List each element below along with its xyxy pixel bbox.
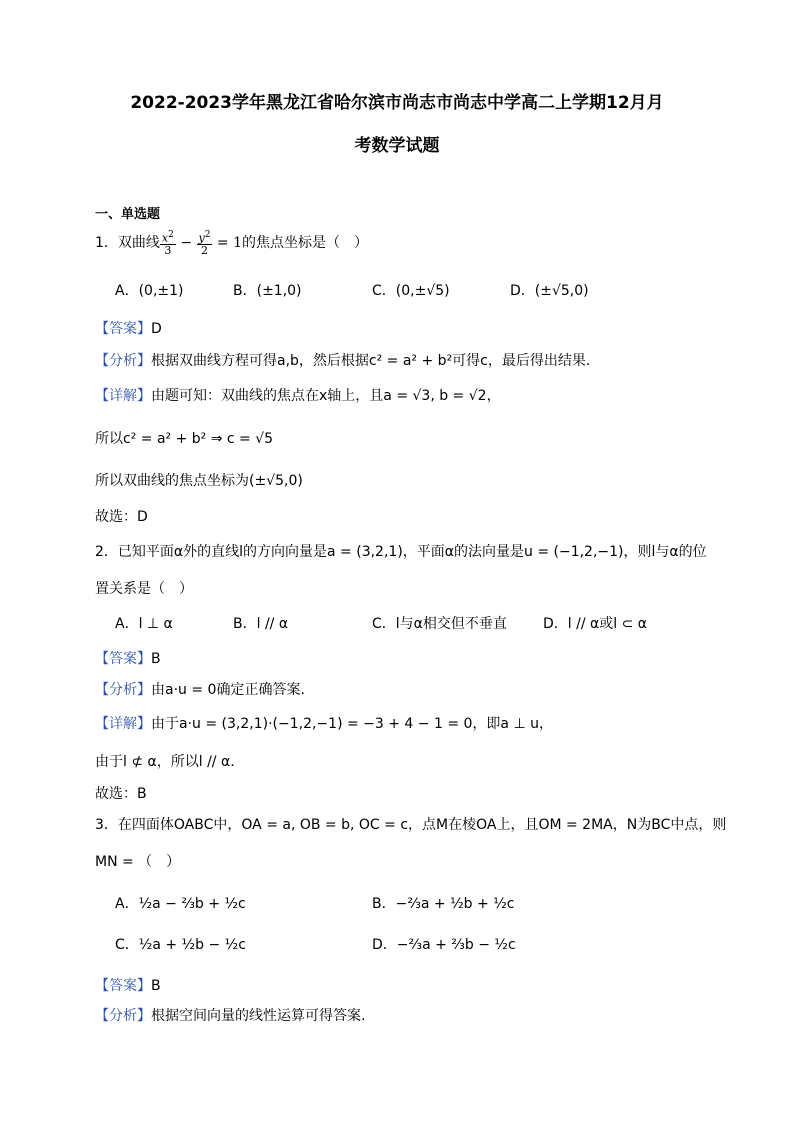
q1-option-c: C．(0,±√5) xyxy=(372,283,450,299)
q1-stem-prefix: 1．双曲线 xyxy=(95,234,160,251)
document-title-line2: 考数学试题 xyxy=(354,136,440,156)
q1-analysis-text: 根据双曲线方程可得a,b，然后根据c² = a² + b²可得c，最后得出结果. xyxy=(151,353,591,369)
q3-option-c: C．½a + ½b − ½c xyxy=(115,937,246,953)
q2-detail-text: 由于a·u = (3,2,1)·(−1,2,−1) = −3 + 4 − 1 = 0，即a ⊥ u， xyxy=(151,716,553,732)
document-title-line1: 2022-2023学年黑龙江省哈尔滨市尚志市尚志中学高二上学期12月月 xyxy=(130,93,664,113)
q1-conclusion: 故选：D xyxy=(95,509,148,525)
q3-stem-line2: MN = （ ） xyxy=(95,854,181,870)
section-heading: 一、单选题 xyxy=(95,207,161,222)
q1-analysis xyxy=(95,350,590,370)
q2-option-a: A．l ⊥ α xyxy=(115,616,173,632)
analysis-tag: 【分析】 xyxy=(95,353,151,369)
q3-analysis-text: 根据空间向量的线性运算可得答案. xyxy=(151,1008,366,1024)
q1-derivation: 所以c² = a² + b² ⇒ c = √5 xyxy=(95,431,274,447)
detail-tag: 【详解】 xyxy=(95,716,151,732)
answer-tag: 【答案】 xyxy=(95,651,151,667)
q3-analysis xyxy=(95,1005,365,1025)
q1-stem-suffix: 的焦点坐标是（ ） xyxy=(242,234,369,251)
q3-stem-line1: 3．在四面体OABC中，OA = a, OB = b, OC = c，点M在棱OA上，且OM = 2MA，N为BC中点，则 xyxy=(95,817,727,833)
q1-fraction-x: $\frac{x^2}{3}$ xyxy=(161,230,174,257)
analysis-tag: 【分析】 xyxy=(95,1008,151,1024)
q1-option-d: D．(±√5,0) xyxy=(510,283,589,299)
q1-stem: 1．双曲线 $\frac{x^2}{3}$ − $\frac{y^2}{2}$ = 1的焦点坐标是（ ） xyxy=(95,230,369,257)
q2-analysis-text: 由a·u = 0确定正确答案. xyxy=(151,682,305,698)
q1-detail-text: 由题可知：双曲线的焦点在x轴上，且a = √3, b = √2， xyxy=(151,388,501,404)
q2-answer-value: B xyxy=(151,651,161,667)
q2-option-b: B．l // α xyxy=(233,616,289,632)
q1-result: 所以双曲线的焦点坐标为(±√5,0) xyxy=(95,473,303,489)
q2-derivation: 由于l ⊄ α，所以l // α. xyxy=(95,754,235,770)
q1-option-a: A．(0,±1) xyxy=(115,283,184,299)
q1-answer-value: D xyxy=(151,321,162,337)
q2-stem-line1: 2．已知平面α外的直线l的方向向量是a = (3,2,1)，平面α的法向量是u = (−1,2,−1)，则l与α的位 xyxy=(95,544,707,560)
q2-analysis xyxy=(95,679,305,699)
detail-tag: 【详解】 xyxy=(95,388,151,404)
q3-option-d: D．−⅔a + ⅔b − ½c xyxy=(372,937,516,953)
q3-option-b: B．−⅔a + ½b + ½c xyxy=(372,896,515,912)
q2-answer xyxy=(95,648,161,668)
q2-detail xyxy=(95,713,553,733)
q2-option-c: C．l与α相交但不垂直 xyxy=(372,616,507,632)
q1-detail xyxy=(95,385,501,405)
answer-tag: 【答案】 xyxy=(95,321,151,337)
q2-stem-line2: 置关系是（ ） xyxy=(95,581,193,597)
q3-answer-value: B xyxy=(151,978,161,994)
analysis-tag: 【分析】 xyxy=(95,682,151,698)
answer-tag: 【答案】 xyxy=(95,978,151,994)
q3-answer xyxy=(95,975,161,995)
q2-option-d: D．l // α或l ⊂ α xyxy=(543,616,647,632)
q3-option-a: A．½a − ⅔b + ½c xyxy=(115,896,246,912)
q1-answer xyxy=(95,318,162,338)
q2-conclusion: 故选：B xyxy=(95,786,147,802)
q1-fraction-y: $\frac{y^2}{2}$ xyxy=(198,230,211,257)
q1-option-b: B．(±1,0) xyxy=(233,283,302,299)
